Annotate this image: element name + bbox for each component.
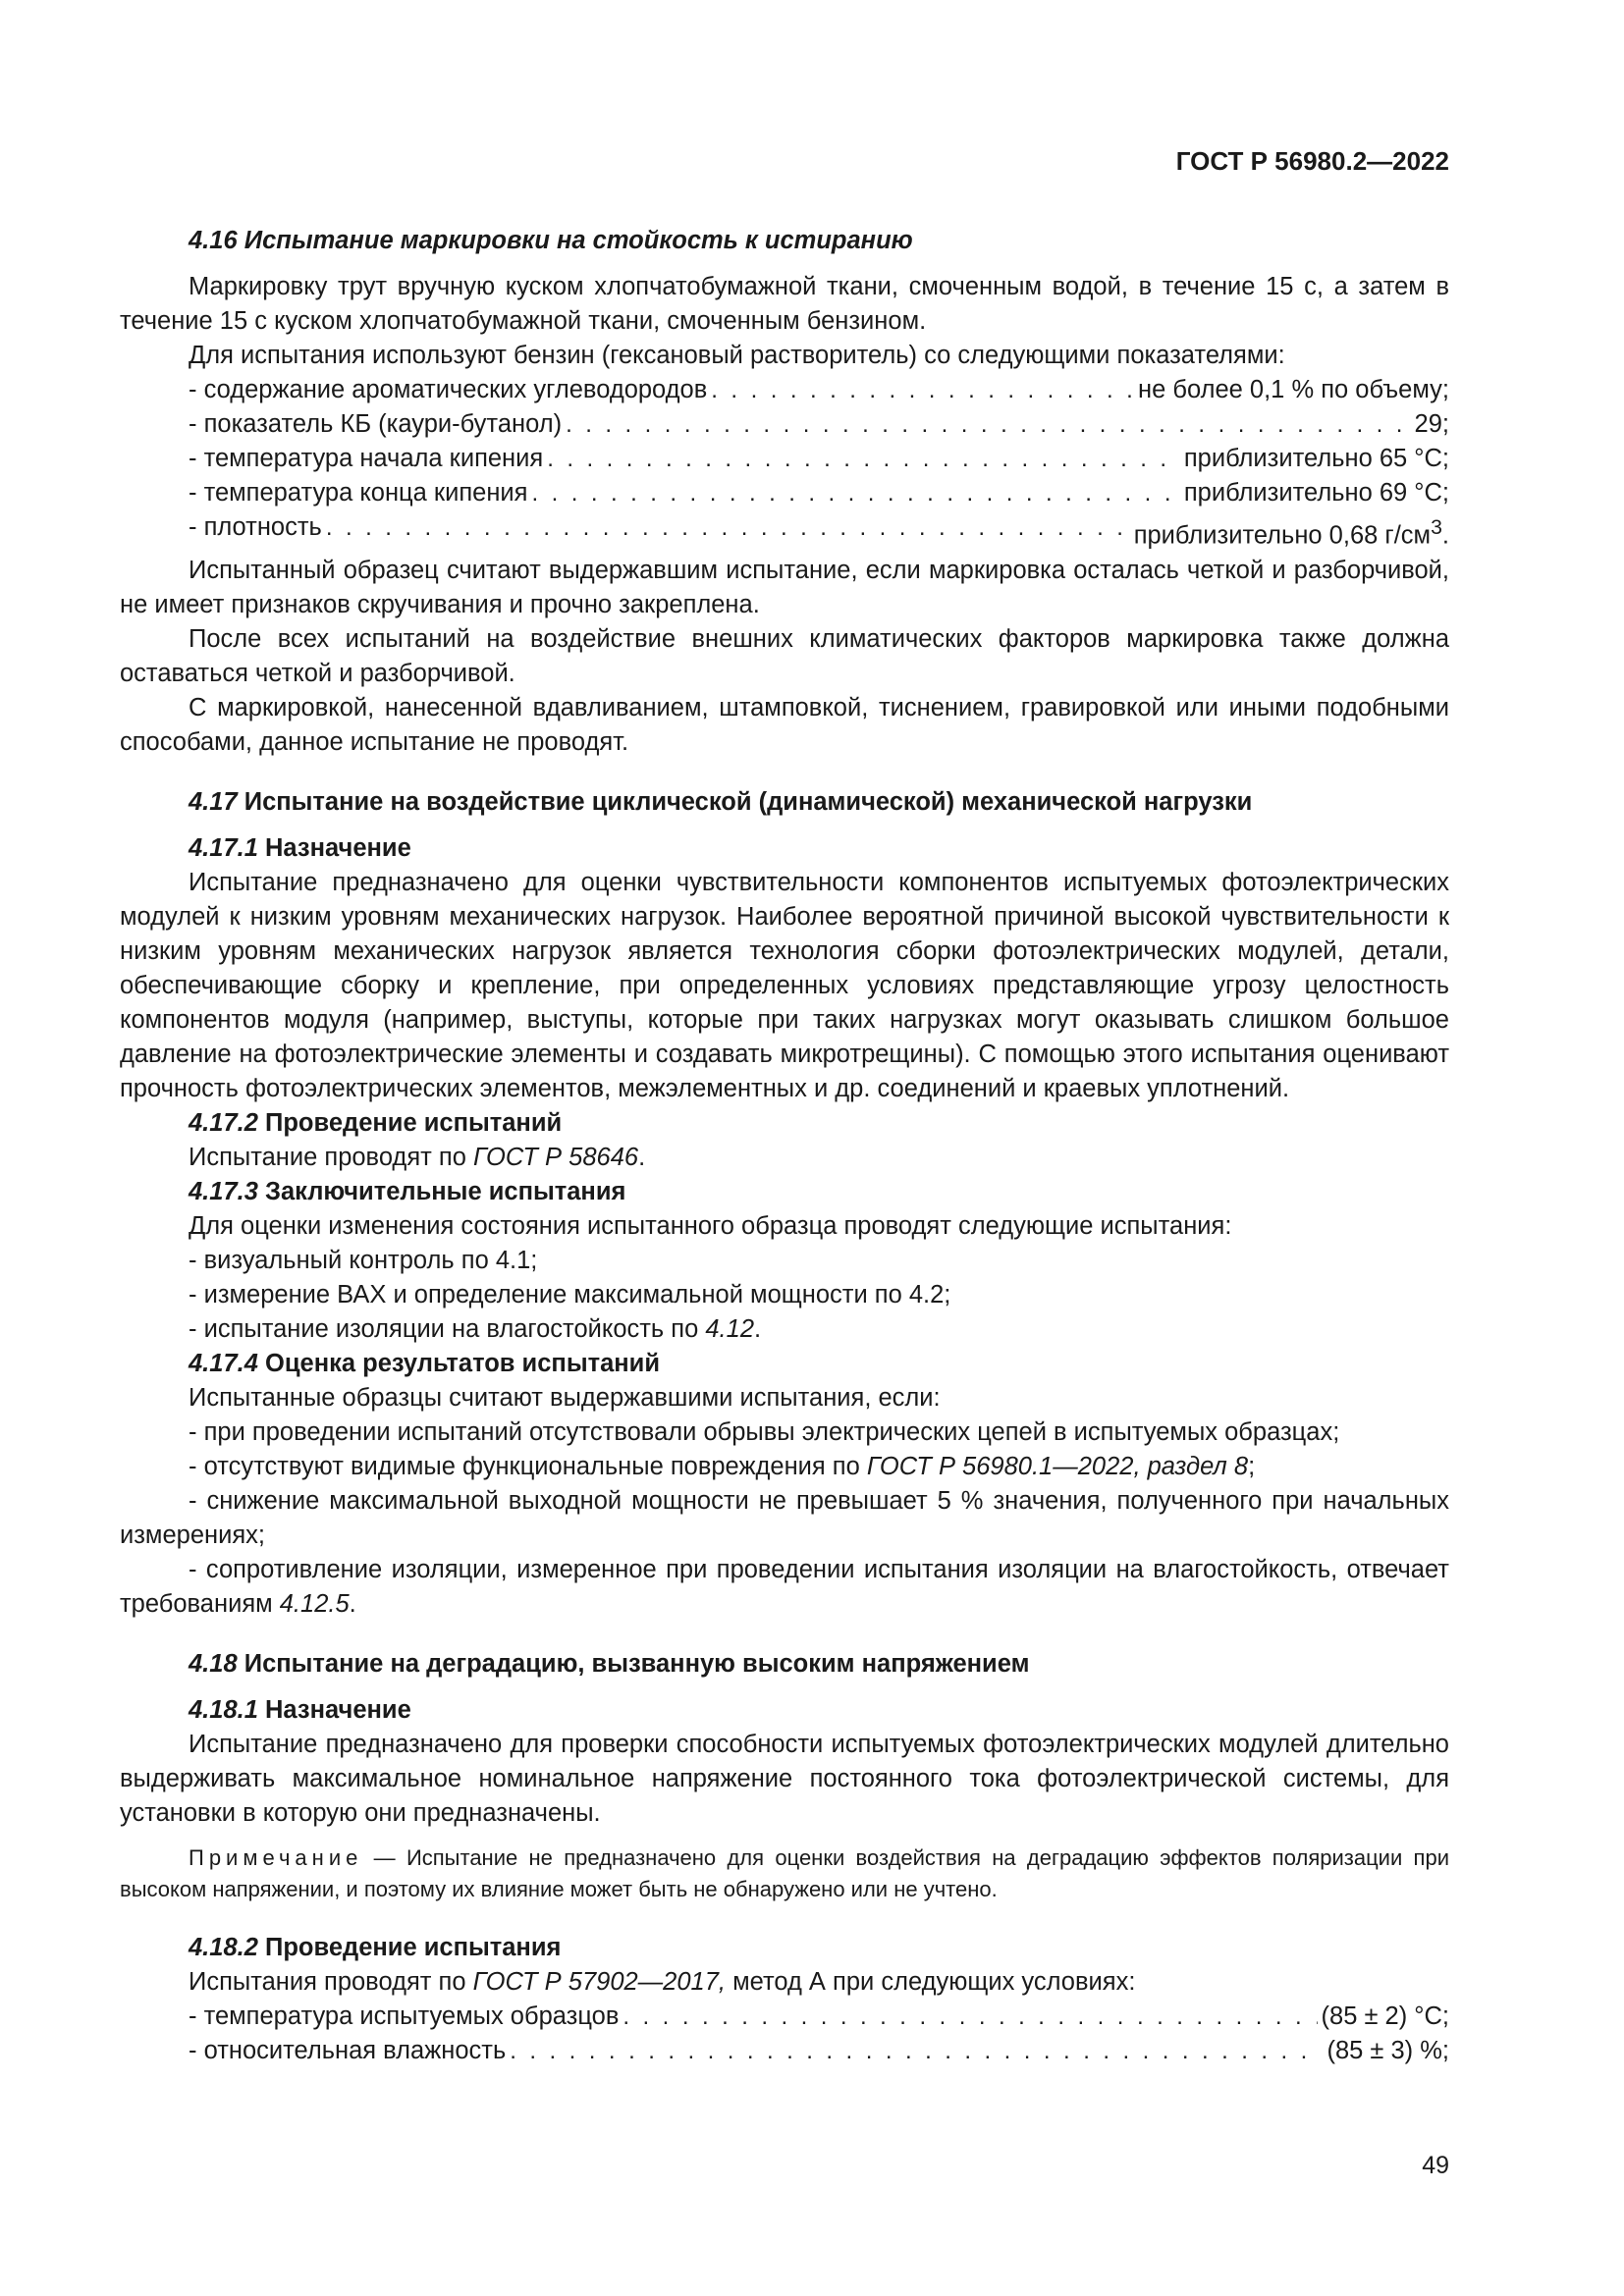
- section-heading-4-18: [120, 1647, 1449, 1682]
- document-body: [120, 224, 1449, 2068]
- param-line: - температура начала кипения . . . приблизительно 65 °С;: [120, 442, 1449, 476]
- standard-reference: ГОСТ Р 57902—2017,: [472, 1967, 726, 1996]
- list-item: - отсутствуют видимые функциональные повреждения по ГОСТ Р 56980.1—2022, раздел 8;: [189, 1452, 1256, 1480]
- document-id: ГОСТ Р 56980.2—2022: [1175, 146, 1449, 176]
- standard-reference: ГОСТ Р 58646: [472, 1143, 639, 1171]
- page-number: 49: [1422, 2152, 1449, 2179]
- list-item: - визуальный контроль по 4.1;: [189, 1246, 538, 1274]
- paragraph: Испытание предназначено для оценки чувствительности компонентов испытуемых фотоэлектрических модулей к низким уровням механических нагрузок. Наиболее вероятной причиной высокой чувствительности к низким уровням механических нагрузок является технология сборки фотоэлектрических модулей, детали, обеспечивающие сборку и крепление, при определенных условиях представляющие угрозу целостность компонентов модуля (например, выступы, которые при таких нагрузках могут оказывать слишком большое давление на фотоэлектрические элементы и создавать микротрещины). С помощью этого испытания оценивают прочность фотоэлектрических элементов, межэлементных и др. соединений и краевых уплотнений.: [120, 868, 1449, 1102]
- section-title: Испытание на деградацию, вызванную высоким напряжением: [244, 1649, 1030, 1678]
- param-line: - относительная влажность . . . (85 ± 3) %;: [120, 2034, 1449, 2068]
- subsection-heading-4-18-1: 4.18.1 Назначение: [189, 1695, 411, 1724]
- subsection-heading-4-18-2: 4.18.2 Проведение испытания: [189, 1933, 562, 1961]
- section-number: 4.16: [189, 227, 238, 254]
- param-line: - температура конца кипения . . . приблизительно 69 °С;: [120, 476, 1449, 510]
- leader-dots: [531, 476, 1179, 510]
- leader-dots: [326, 510, 1130, 554]
- subsection-heading-4-17-4: 4.17.4 Оценка результатов испытаний: [189, 1349, 661, 1377]
- param-line: - плотность . . . приблизительно 0,68 $г/см^3$.: [120, 510, 1449, 554]
- paragraph: Испытанные образцы считают выдержавшими испытания, если:: [189, 1383, 941, 1412]
- section-number: 4.17: [189, 787, 238, 816]
- subsection-heading-4-17-3: 4.17.3 Заключительные испытания: [189, 1177, 626, 1205]
- leader-dots: [711, 373, 1134, 407]
- paragraph: Испытания проводят по ГОСТ Р 57902—2017, метод А при следующих условиях:: [189, 1967, 1136, 1996]
- subsection-heading-4-17-2: 4.17.2 Проведение испытаний: [189, 1108, 563, 1137]
- paragraph: Для оценки изменения состояния испытанного образца проводят следующие испытания:: [189, 1211, 1232, 1240]
- list-item: - испытание изоляции на влагостойкость по 4.12.: [189, 1314, 762, 1343]
- paragraph: Маркировку трут вручную куском хлопчатобумажной ткани, смоченным водой, в течение 15 с, а затем в течение 15 с куском хлопчатобумажной ткани, смоченным бензином.: [120, 273, 1449, 335]
- paragraph: Испытанный образец считают выдержавшим испытание, если маркировка осталась четкой и разборчивой, не имеет признаков скручивания и прочно закреплена.: [120, 556, 1449, 618]
- leader-dots: [510, 2034, 1323, 2068]
- section-title: Испытание маркировки на стойкость к истиранию: [244, 227, 913, 254]
- paragraph: Испытание проводят по ГОСТ Р 58646.: [189, 1143, 646, 1171]
- note-label: Примечание: [189, 1844, 363, 1870]
- leader-dots: [566, 407, 1410, 442]
- list-item: - при проведении испытаний отсутствовали обрывы электрических цепей в испытуемых образцах;: [189, 1417, 1340, 1446]
- section-title: Испытание на воздействие циклической (динамической) механической нагрузки: [244, 787, 1253, 816]
- paragraph: С маркировкой, нанесенной вдавливанием, штамповкой, тиснением, гравировкой или иными подобными способами, данное испытание не проводят.: [120, 693, 1449, 756]
- note: Примечание — Испытание не предназначено для оценки воздействия на деградацию эффектов поляризации при высоком напряжении, и поэтому их влияние может быть не обнаружено или не учтено.: [120, 1844, 1449, 1901]
- param-line: - температура испытуемых образцов . . . (85 ± 2) °С;: [120, 2000, 1449, 2034]
- section-heading-4-17: [120, 785, 1449, 820]
- list-item: - сопротивление изоляции, измеренное при проведении испытания изоляции на влагостойкость, отвечает требованиям 4.12.5.: [120, 1555, 1449, 1618]
- leader-dots: [547, 442, 1180, 476]
- paragraph: Испытание предназначено для проверки способности испытуемых фотоэлектрических модулей длительно выдерживать максимальное номинальное напряжение постоянного тока фотоэлектрической системы, для установки в которую они предназначены.: [120, 1730, 1449, 1827]
- list-item: - снижение максимальной выходной мощности не превышает 5 % значения, полученного при начальных измерениях;: [120, 1486, 1449, 1549]
- leader-dots: [623, 2000, 1317, 2034]
- paragraph: Для испытания используют бензин (гексановый растворитель) со следующими показателями:: [189, 342, 1285, 369]
- list-item: - измерение ВАХ и определение максимальной мощности по 4.2;: [189, 1280, 951, 1308]
- subsection-heading-4-17-1: 4.17.1 Назначение: [189, 833, 411, 862]
- section-heading-4-16: [120, 224, 1449, 258]
- section-number: 4.18: [189, 1649, 238, 1678]
- param-line: - показатель КБ (каури-бутанол) . . . 29;: [120, 407, 1449, 442]
- paragraph: После всех испытаний на воздействие внешних климатических факторов маркировка также должна оставаться четкой и разборчивой.: [120, 624, 1449, 687]
- param-line: - содержание ароматических углеводородов . . . не более 0,1 % по объему;: [120, 373, 1449, 407]
